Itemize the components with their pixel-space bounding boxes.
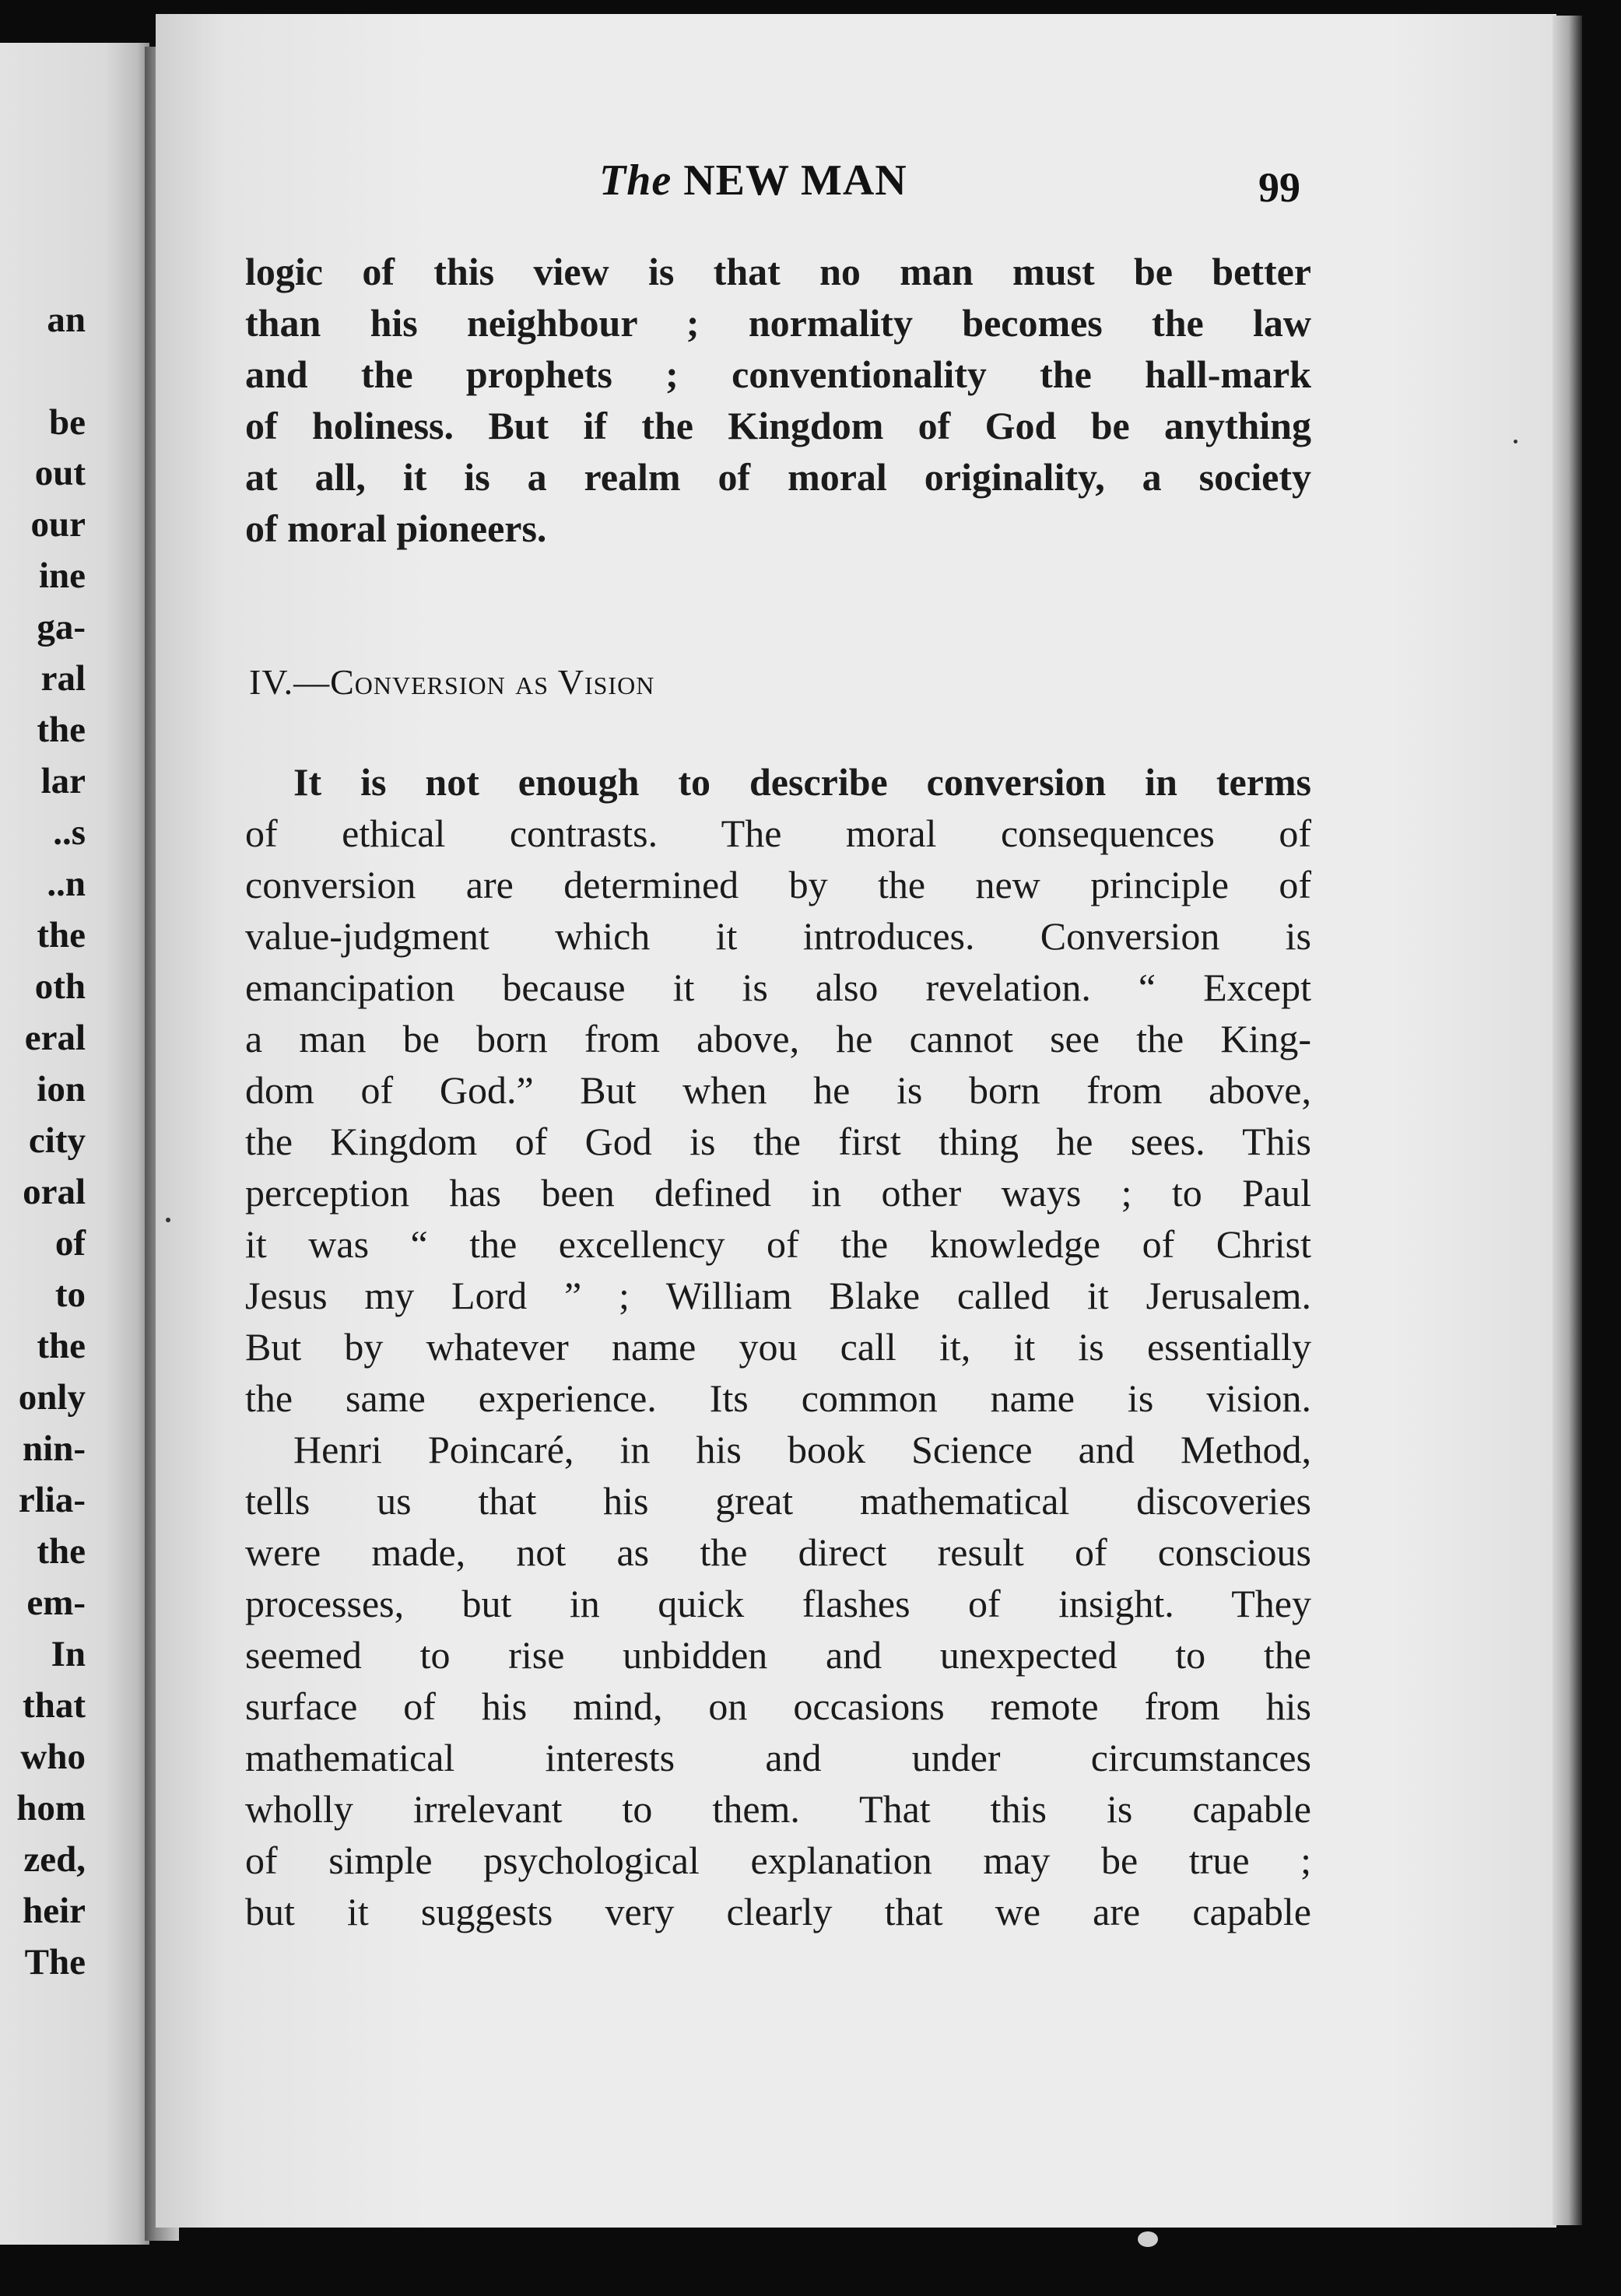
text-line: were made, not as the direct result of conscious [245,1530,1311,1574]
scan-speck [1514,440,1517,443]
left-page-fragment: eral [24,1018,86,1058]
left-page-fragment: hom [16,1788,86,1828]
text-line: the same experience. Its common name is vision. [245,1376,1311,1420]
text-line: surface of his mind, on occasions remote from his [245,1684,1311,1728]
left-page-fragment: out [34,453,86,493]
text-line: tells us that his great mathematical discoveries [245,1479,1311,1523]
text-line: Jesus my Lord ” ; William Blake called it Jerusalem. [245,1274,1311,1317]
text-line: seemed to rise unbidden and unexpected to the [245,1633,1311,1677]
left-page-fragment: heir [23,1891,86,1931]
running-head [599,156,907,205]
left-page-fragment: rlia- [18,1480,86,1520]
left-page-fragment: only [18,1377,86,1418]
left-page-fragment: oth [34,966,86,1007]
scan-speck [1138,2231,1158,2247]
text-line: But by whatever name you call it, it is essentially [245,1325,1311,1369]
text-line: of moral pioneers. [245,507,547,550]
left-page-fragment: be [49,402,86,443]
running-head-prefix: The [599,156,672,205]
text-line: of simple psychological explanation may be true ; [245,1839,1311,1882]
left-page-fragment: em- [26,1583,86,1623]
text-line: It is not enough to describe conversion in terms [293,760,1311,804]
left-facing-page [0,43,149,2245]
left-page-fragment: nin- [23,1428,86,1469]
text-line: of holiness. But if the Kingdom of God be anything [245,404,1311,447]
left-page-fragment: an [47,300,86,340]
left-page-fragment: oral [23,1172,86,1212]
section-heading: IV.—Conversion as Vision [249,662,655,702]
left-page-fragment: ..n [47,864,86,904]
text-line: of ethical contrasts. The moral consequences of [245,811,1311,855]
left-page-fragment: of [54,1223,86,1264]
running-head-title: NEW MAN [683,156,907,205]
text-line: Henri Poincaré, in his book Science and Method, [293,1428,1311,1471]
left-page-fragment: the [37,915,86,955]
text-line: it was “ the excellency of the knowledge of Christ [245,1222,1311,1266]
text-line: wholly irrelevant to them. That this is capable [245,1787,1311,1831]
text-line: and the prophets ; conventionality the hall-mark [245,352,1311,396]
scan-speck [166,1218,170,1222]
left-page-fragment: that [23,1685,86,1726]
left-page-fragment: who [20,1737,86,1777]
left-page-fragment: city [28,1120,86,1161]
text-line: mathematical interests and under circumstances [245,1736,1311,1779]
left-page-fragment: ine [38,556,86,596]
text-line: value-judgment which it introduces. Conversion is [245,914,1311,958]
text-line: perception has been defined in other ways ; to Paul [245,1171,1311,1215]
left-page-fragment: ral [40,658,86,699]
left-page-fragment: ga- [37,607,86,647]
left-page-fragment: zed, [23,1839,86,1880]
text-line: conversion are determined by the new principle of [245,863,1311,906]
left-page-fragment: ..s [53,812,86,853]
left-page-fragment: The [24,1942,86,1982]
text-line: than his neighbour ; normality becomes the law [245,301,1311,345]
page-edge-shadow [1553,16,1582,2225]
left-page-fragment: the [37,1326,86,1366]
left-page-fragment: In [51,1634,86,1674]
left-page-fragment: the [37,710,86,750]
text-line: the Kingdom of God is the first thing he sees. This [245,1120,1311,1163]
left-page-fragment: lar [40,761,86,801]
text-line: emancipation because it is also revelation. “ Except [245,966,1311,1009]
page-number: 99 [1258,164,1300,211]
text-line: at all, it is a realm of moral originality, a society [245,455,1311,499]
text-line: but it suggests very clearly that we are capable [245,1890,1311,1933]
text-line: processes, but in quick flashes of insight. They [245,1582,1311,1625]
text-line: a man be born from above, he cannot see the King- [245,1017,1311,1060]
left-page-fragment: to [54,1274,86,1315]
text-line: logic of this view is that no man must be better [245,250,1311,293]
left-page-fragment: the [37,1531,86,1572]
left-page-fragment: our [30,504,86,545]
left-page-fragment: ion [37,1069,86,1109]
text-line: dom of God.” But when he is born from above, [245,1068,1311,1112]
